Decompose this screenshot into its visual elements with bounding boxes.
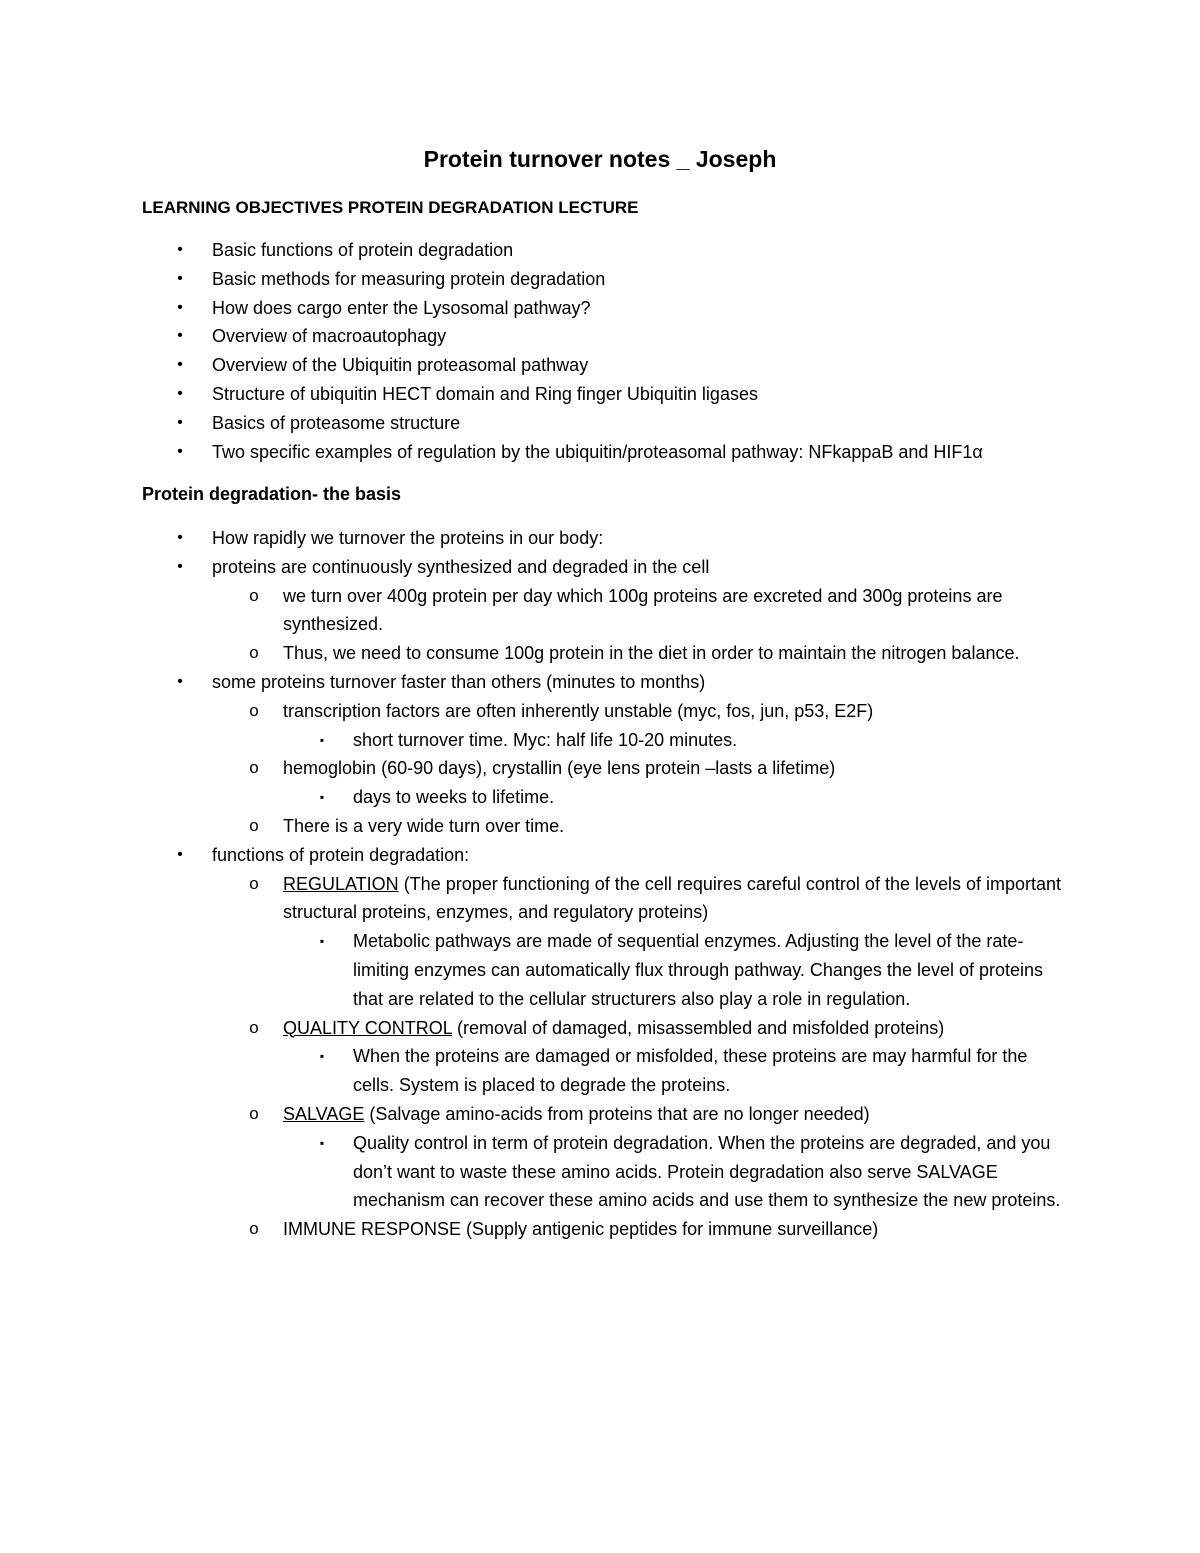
circle-bullet-icon: o	[249, 1103, 259, 1123]
bullet-icon: •	[177, 269, 183, 287]
sub-sub-list-item: ▪ short turnover time. Myc: half life 10-20 minutes.	[0, 726, 1063, 755]
list-item: • functions of protein degradation:	[0, 841, 1072, 870]
protein-degradation-basis-list	[0, 524, 1200, 1244]
square-bullet-icon: ▪	[319, 732, 325, 747]
list-item: • Overview of the Ubiquitin proteasomal pathway	[0, 351, 1072, 380]
circle-bullet-icon: o	[249, 758, 259, 778]
sub-sub-list-item: ▪ Metabolic pathways are made of sequential enzymes. Adjusting the level of the rate-limiting enzymes can automatically flux through pathway. Changes the level of proteins that are related to the cellular structurers also play a role in regulation.	[0, 927, 1063, 1013]
list-item: • Basic functions of protein degradation	[0, 236, 1072, 265]
bullet-icon: •	[177, 529, 183, 546]
bullet-icon: •	[177, 384, 183, 402]
list-item: • Basic methods for measuring protein degradation	[0, 265, 1072, 294]
sub-sub-list-item: ▪ Quality control in term of protein degradation. When the proteins are degraded, and you don’t want to waste these amino acids. Protein degradation also serve SALVAGE mechanism can recover these amino acids and use them to synthesize the new proteins.	[0, 1129, 1063, 1215]
learning-objectives-list	[0, 236, 1200, 466]
square-bullet-icon: ▪	[319, 1049, 325, 1064]
list-item: • proteins are continuously synthesized and degraded in the cell	[0, 553, 1072, 582]
list-item: • Basics of proteasome structure	[0, 409, 1072, 438]
list-item: • How does cargo enter the Lysosomal pathway?	[0, 294, 1072, 323]
bullet-icon: •	[177, 298, 183, 316]
regulation-term: REGULATION	[283, 873, 399, 894]
bullet-icon: •	[177, 557, 183, 575]
sub-list-item: o Thus, we need to consume 100g protein in the diet in order to maintain the nitrogen balance.	[0, 639, 1063, 668]
square-bullet-icon: ▪	[319, 1135, 325, 1150]
circle-bullet-icon: o	[249, 700, 259, 720]
circle-bullet-icon: o	[249, 1017, 259, 1037]
circle-bullet-icon: o	[249, 643, 259, 663]
list-item: • Two specific examples of regulation by the ubiquitin/proteasomal pathway: NFkappaB and HIF1α	[0, 438, 1072, 467]
sub-list-item: o transcription factors are often inherently unstable (myc, fos, jun, p53, E2F)	[0, 697, 1063, 726]
sub-list-item-immune-response: o IMMUNE RESPONSE (Supply antigenic peptides for immune surveillance)	[0, 1215, 1063, 1244]
bullet-icon: •	[177, 845, 183, 863]
circle-bullet-icon: o	[249, 873, 259, 893]
section-heading: Protein degradation- the basis	[142, 484, 402, 504]
bullet-icon: •	[177, 672, 183, 690]
bullet-icon: •	[177, 413, 183, 431]
sub-list-item: o There is a very wide turn over time.	[0, 812, 1063, 841]
learning-objectives-heading: LEARNING OBJECTIVES PROTEIN DEGRADATION LECTURE	[142, 198, 639, 217]
sub-list-item-salvage: o SALVAGE (Salvage amino-acids from proteins that are no longer needed)	[0, 1100, 1063, 1129]
circle-bullet-icon: o	[249, 585, 259, 605]
sub-list-item: o hemoglobin (60-90 days), crystallin (eye lens protein –lasts a lifetime)	[0, 754, 1063, 783]
circle-bullet-icon: o	[249, 1219, 259, 1239]
sub-sub-list-item: ▪ days to weeks to lifetime.	[0, 783, 1063, 812]
bullet-icon: •	[177, 241, 183, 258]
bullet-icon: •	[177, 442, 183, 460]
sub-list-item-regulation: o REGULATION (The proper functioning of the cell requires careful control of the levels of important structural proteins, enzymes, and regulatory proteins)	[0, 870, 1063, 928]
square-bullet-icon: ▪	[319, 934, 325, 949]
bullet-icon: •	[177, 356, 183, 374]
quality-control-term: QUALITY CONTROL	[283, 1017, 453, 1038]
list-item: • Overview of macroautophagy	[0, 322, 1072, 351]
bullet-icon: •	[177, 327, 183, 345]
salvage-term: SALVAGE	[283, 1103, 365, 1124]
sub-list-item-quality-control: o QUALITY CONTROL (removal of damaged, misassembled and misfolded proteins)	[0, 1014, 1063, 1043]
sub-sub-list-item: ▪ When the proteins are damaged or misfolded, these proteins are may harmful for the cells. System is placed to degrade the proteins.	[0, 1042, 1063, 1100]
sub-list-item: o we turn over 400g protein per day which 100g proteins are excreted and 300g proteins are synthesized.	[0, 582, 1063, 640]
square-bullet-icon: ▪	[319, 790, 325, 805]
list-item: • How rapidly we turnover the proteins in our body:	[0, 524, 1072, 553]
list-item: • some proteins turnover faster than others (minutes to months)	[0, 668, 1072, 697]
document-title: Protein turnover notes _ Joseph	[423, 146, 777, 172]
circle-bullet-icon: o	[249, 815, 259, 835]
list-item: • Structure of ubiquitin HECT domain and Ring finger Ubiquitin ligases	[0, 380, 1072, 409]
